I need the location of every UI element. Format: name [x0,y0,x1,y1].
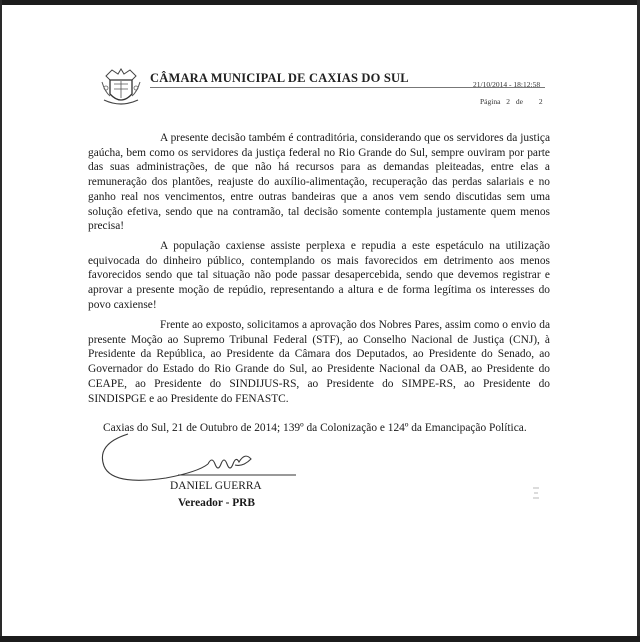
paragraph-3-text: Frente ao exposto, solicitamos a aprovação dos Nobres Pares, assim como o envio da presente Moção ao Supremo Tribunal Federal (STF), ao Conselho Nacional de Justiça (CNJ), à Presidente da República, ao Presidente da Câmara dos Deputados, ao Presidente do Senado, ao Governador do Estado do Rio Grande do Sul, ao Presidente Nacional da OAB, ao Presidente do CEAPE, ao Presidente do SINDIJUS-RS, ao Presidente do SIMPE-RS, ao Presidente do SINDISPGE e ao Presidente do FENASTC. [88,319,550,405]
paragraph-repudiation [88,239,550,313]
scan-border-bottom [0,636,640,642]
page-of-label: de [515,97,524,106]
signatory-role: Vereador - PRB [178,497,255,509]
municipal-coat-of-arms-icon [100,68,142,108]
paragraph-contradiction [88,131,550,234]
print-timestamp: 21/10/2014 - 18:12:58 [473,80,541,89]
paragraph-1-text: A presente decisão também é contraditória, considerando que os servidores da justiça gaúcha, bem como os servidores da justiça federal no Rio Grande do Sul, sempre ouviram por parte das suas administrações, de que não há recursos para as demandas pleiteadas, entre elas a remuneração dos plantões, reajuste do auxílio-alimentação, recuperação das perdas salariais e no ganho real nos vencimentos, entre outras bandeiras que a anos vem sendo discutidas sem uma solução efetiva, sendo que na contramão, tal decisão somente contempla justamente quem menos precisa! [88,132,550,233]
page-indicator [480,97,543,106]
signatory-name: DANIEL GUERRA [170,480,262,492]
paragraph-2-text: A população caxiense assiste perplexa e repudia a este espetáculo na utilização equivocada do dinheiro público, contemplando os mais favorecidos em detrimento aos menos favorecidos sendo que tal situação não pode passar desapercebida, sendo que devemos registrar e aprovar a presente moção de repúdio, representando a altura e de forma legítima os interesses do povo caxiense! [88,240,550,311]
closing-date-line: Caxias do Sul, 21 de Outubro de 2014; 139º da Colonização e 124º da Emancipação Política. [103,422,527,434]
scan-border-top [0,0,640,5]
scan-border-left [0,0,2,642]
council-name: CÂMARA MUNICIPAL DE CAXIAS DO SUL [150,71,409,85]
page-current: 2 [506,97,511,106]
scan-smudge-mark [530,486,542,500]
page-total: 2 [538,97,543,106]
paragraph-request [88,318,550,406]
page-label: Página [480,97,501,106]
